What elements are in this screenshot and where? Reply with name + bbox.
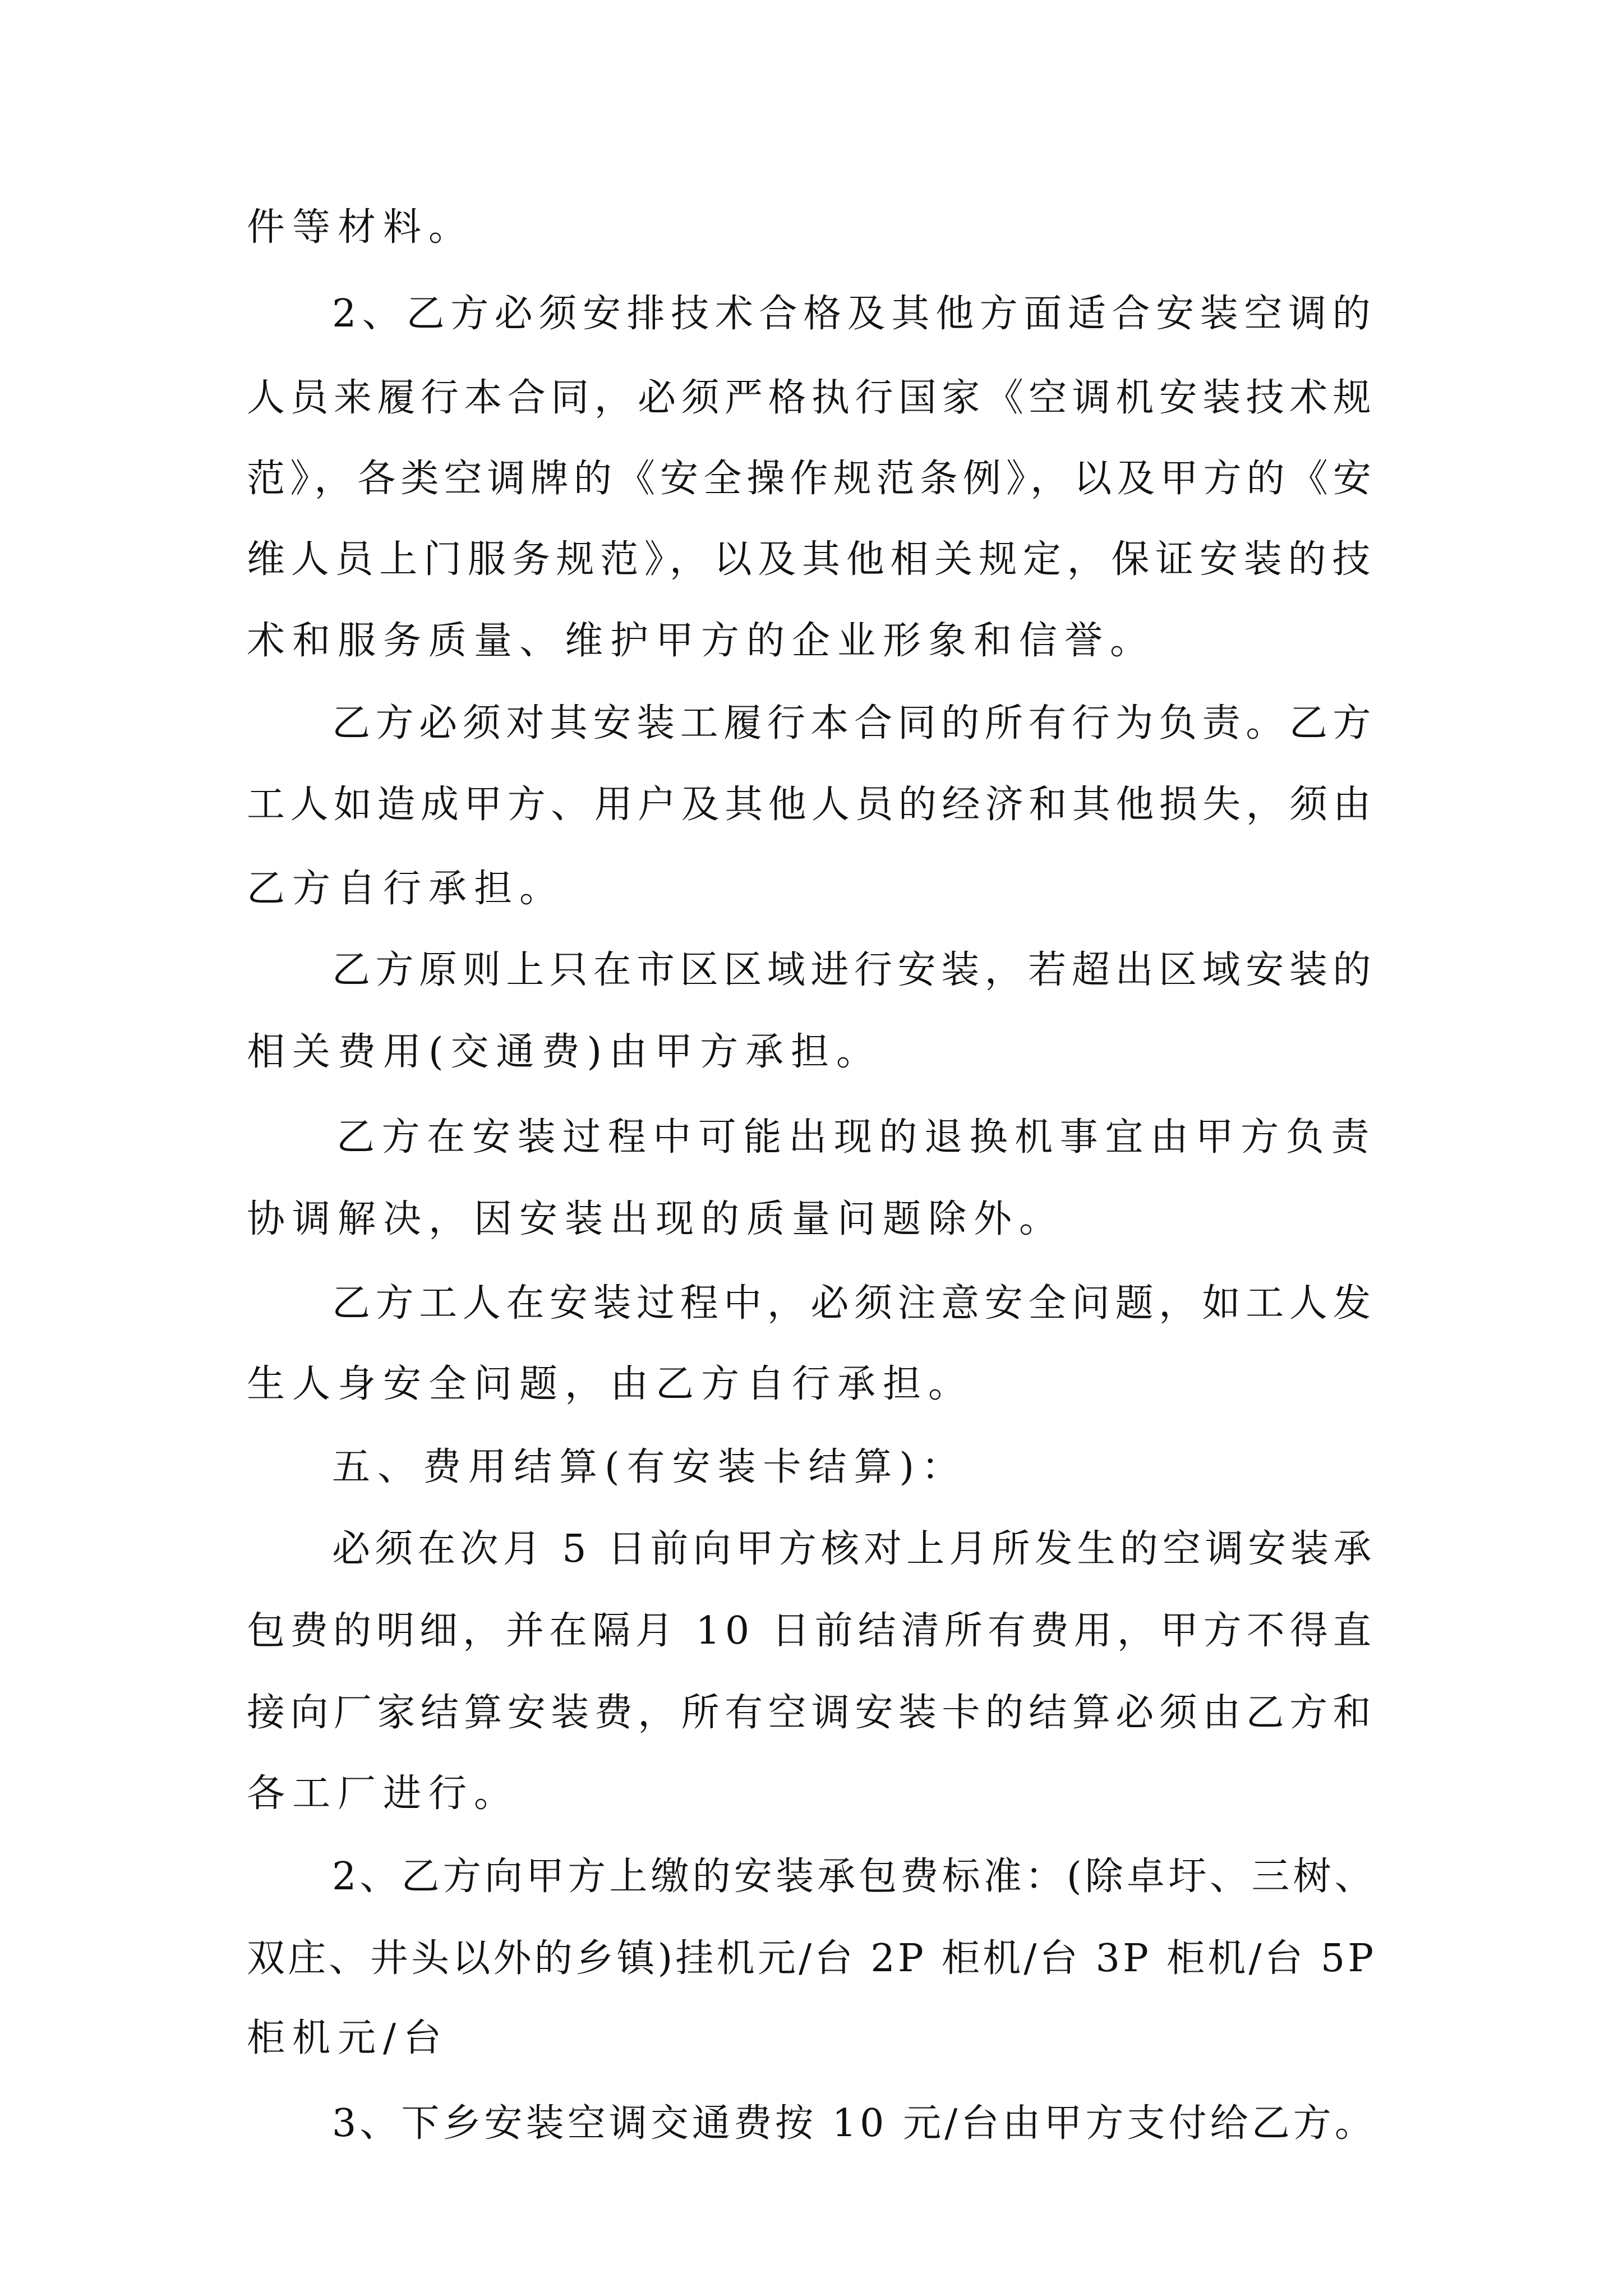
text-line: 柜机元/台 [247,2016,449,2060]
text-line: 生人身安全问题，由乙方自行承担。 [247,1362,974,1406]
text-line: 相关费用(交通费)由甲方承担。 [247,1030,882,1074]
text-line: 双庄、井头以外的乡镇)挂机元/台 2P 柜机/台 3P 柜机/台 5P [247,1936,1377,1981]
text-line: 件等材料。 [247,205,474,250]
text-line: 接向厂家结算安装费，所有空调安装卡的结算必须由乙方和 [247,1691,1377,1735]
text-line: 五、费用结算(有安装卡结算)： [332,1445,967,1489]
text-line: 乙方在安装过程中可能出现的退换机事宜由甲方负责 [336,1115,1377,1159]
text-line: 各工厂进行。 [247,1772,520,1816]
text-line: 协调解决，因安装出现的质量问题除外。 [247,1197,1065,1241]
text-line: 范》，各类空调牌的《安全操作规范条例》，以及甲方的《安 [247,457,1377,501]
text-line: 必须在次月 5 日前向甲方核对上月所发生的空调安装承 [332,1527,1376,1571]
text-line: 2、乙方必须安排技术合格及其他方面适合安装空调的 [332,292,1377,336]
text-line: 乙方自行承担。 [247,867,565,911]
text-line: 工人如造成甲方、用户及其他人员的经济和其他损失，须由 [247,783,1377,827]
text-line: 包费的明细，并在隔月 10 日前结清所有费用，甲方不得直 [247,1609,1376,1653]
text-line: 3、下乡安装空调交通费按 10 元/台由甲方支付给乙方。 [332,2101,1376,2146]
text-line: 乙方原则上只在市区区域进行安装，若超出区域安装的 [332,948,1377,992]
text-line: 术和服务质量、维护甲方的企业形象和信誉。 [247,619,1156,663]
text-line: 2、乙方向甲方上缴的安装承包费标准：(除卓圩、三树、 [332,1855,1376,1899]
text-line: 人员来履行本合同，必须严格执行国家《空调机安装技术规 [247,376,1377,420]
text-line: 维人员上门服务规范》，以及其他相关规定，保证安装的技 [247,537,1377,582]
text-line: 乙方必须对其安装工履行本合同的所有行为负责。乙方 [332,701,1377,746]
text-line: 乙方工人在安装过程中，必须注意安全问题，如工人发 [332,1281,1377,1326]
